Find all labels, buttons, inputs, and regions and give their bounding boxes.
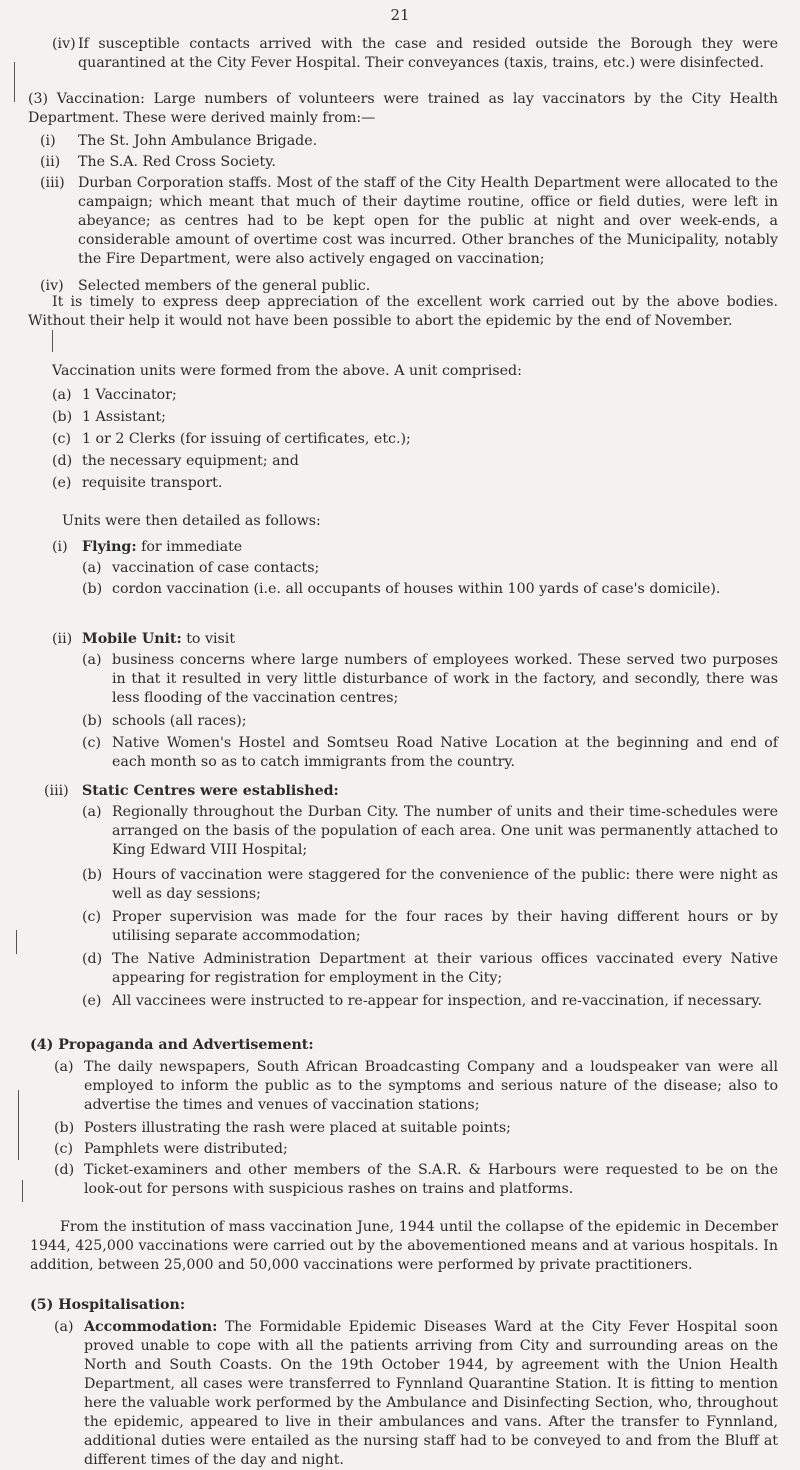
unit-list [52, 386, 778, 496]
appreciation-text: It is timely to express deep appreciation of the excellent work carried out by the above bodies. Without their help it would not have been possible to abort the epidemic by the end of November. [28, 294, 778, 329]
list-item: (c) Pamphlets were distributed; [54, 1141, 288, 1157]
item-text: If susceptible contacts arrived with the case and resided outside the Borough they were quarantined at the City Fever Hospital. Their conveyances (taxis, trains, etc.) were disinfected. [78, 36, 778, 71]
item-label: (iv) [52, 36, 76, 52]
list-item: (a) Accommodation: The Formidable Epidemic Diseases Ward at the City Fever Hospital soon proved unable to cope with all the patients arriving from City and surrounding areas on the North and South Coasts. On the 19th October 1944, by agreement with the Union Health Department, all cases were transferred to Fynnland Quarantine Station. It is fitting to mention here the valuable work performed by the Ambulance and Disinfecting Section, who, throughout the epidemic, appeared to live in their ambulances and vans. After the transfer to Fynnland, additional duties were entailed as the nursing staff had to be conveyed to and from the Bluff at different times of the day and night. [54, 1319, 778, 1468]
list-item: (b) cordon vaccination (i.e. all occupants of houses within 100 yards of case's domicile). [82, 581, 721, 597]
list-item: (e) requisite transport. [52, 475, 223, 491]
list-item: (d) The Native Administration Department at their various offices vaccinated every Native appearing for registration for employment in the City; [82, 951, 778, 986]
margin-mark [18, 1090, 19, 1160]
page-number: 21 [390, 6, 410, 24]
list-item: (c) Native Women's Hostel and Somtseu Road Native Location at the beginning and end of each month so as to catch immigrants from the country. [82, 735, 778, 770]
mobile-unit: (ii) Mobile Unit: to visit (a) business concerns where large numbers of employees worked. These served two purposes in that it resulted in very little disturbance of work in the factory, and secondly, there was less flooding of the vaccination centres; (b) schools (all races); (c) Native Women's Hostel and Somtseu Road Native Location at the beginning and end of each month so as to catch immigrants from the country. [52, 630, 778, 776]
vaccination-paragraph [28, 90, 778, 128]
list-item: (b) 1 Assistant; [52, 409, 166, 425]
list-item: (d) the necessary equipment; and [52, 453, 299, 469]
section-heading: (3) Vaccination: [28, 91, 145, 107]
list-item: (a) 1 Vaccinator; [52, 387, 177, 403]
list-item: (a) Regionally throughout the Durban City. The number of units and their time-schedules were arranged on the basis of the population of each area. One unit was permanently attached to King Edward VIII Hospital; [82, 804, 778, 858]
list-item: (b) schools (all races); [82, 713, 247, 729]
margin-mark [22, 1180, 23, 1202]
list-item: (i) The St. John Ambulance Brigade. [40, 133, 318, 149]
list-item: (b) Hours of vaccination were staggered for the convenience of the public: there were night as well as day sessions; [82, 867, 778, 902]
list-item: (a) The daily newspapers, South African Broadcasting Company and a loudspeaker van were all employed to inform the public as to the symptoms and serious nature of the disease; also to advertise the times and venues of vaccination stations; [54, 1059, 778, 1113]
list-item: (c) 1 or 2 Clerks (for issuing of certificates, etc.); [52, 431, 411, 447]
list-item: (ii) The S.A. Red Cross Society. [40, 154, 276, 170]
detail-intro: Units were then detailed as follows: [62, 513, 321, 529]
hospitalisation-section [30, 1296, 778, 1470]
intro-item [52, 35, 778, 73]
units-intro: Vaccination units were formed from the above. A unit comprised: [52, 363, 522, 379]
list-item: (a) vaccination of case contacts; [82, 560, 320, 576]
flying-unit: (i) Flying: for immediate (a) vaccination of case contacts; (b) cordon vaccination (i.e. all occupants of houses within 100 yards of case's domicile). [52, 538, 778, 622]
list-item: (iii) Durban Corporation staffs. Most of the staff of the City Health Department were allocated to the campaign; which meant that much of their daytime routine, office or field duties, were left in abeyance; as centres had to be kept open for the public at night and over week-ends, a considerable amount of overtime cost was incurred. Other branches of the Municipality, notably the Fire Department, were also actively engaged on vaccination; [40, 175, 778, 267]
margin-mark [52, 330, 53, 352]
list-item: (d) Ticket-examiners and other members of the S.A.R. & Harbours were requested to be on the look-out for persons with suspicious rashes on trains and platforms. [54, 1162, 778, 1197]
static-centres: (iii) Static Centres were established: (a) Regionally throughout the Durban City. The number of units and their time-schedules were arranged on the basis of the population of each area. One unit was permanently attached to King Edward VIII Hospital; (b) Hours of vaccination were staggered for the convenience of the public: there were night as well as day sessions; (c) Proper supervision was made for the four races by their having different hours or by utilising separate accommodation; (d) The Native Administration Department at their various offices vaccinated every Native appearing for registration for employment in the City; (e) All vaccinees were instructed to re-appear for inspection, and re-vaccination, if necessary. [44, 782, 778, 1034]
appreciation [28, 293, 778, 331]
margin-mark [14, 62, 15, 102]
section-heading: (4) Propaganda and Advertisement: [30, 1037, 314, 1053]
source-list [40, 132, 778, 298]
list-item: (b) Posters illustrating the rash were placed at suitable points; [54, 1120, 511, 1136]
list-item: (a) business concerns where large numbers of employees worked. These served two purposes in that it resulted in very little disturbance of work in the factory, and secondly, there was less flooding of the vaccination centres; [82, 652, 778, 706]
margin-mark [16, 930, 17, 954]
section-intro: Large numbers of volunteers were trained as lay vaccinators by the City Health Department. These were derived mainly from:— [28, 91, 779, 126]
list-item: (c) Proper supervision was made for the four races by their having different hours or by utilising separate accommodation; [82, 909, 778, 944]
vaccination-section [28, 90, 778, 128]
section-heading: (5) Hospitalisation: [30, 1297, 186, 1313]
list-item: (e) All vaccinees were instructed to re-appear for inspection, and re-vaccination, if necessary. [82, 993, 762, 1009]
list-item: (iv) Selected members of the general public. [40, 278, 371, 294]
vaccination-summary: From the institution of mass vaccination June, 1944 until the collapse of the epidemic in December 1944, 425,000 vaccinations were carried out by the abovementioned means and at various hospitals. In addition, between 25,000 and 50,000 vaccinations were performed by private practitioners. [30, 1219, 778, 1273]
propaganda-section [30, 1036, 778, 1203]
